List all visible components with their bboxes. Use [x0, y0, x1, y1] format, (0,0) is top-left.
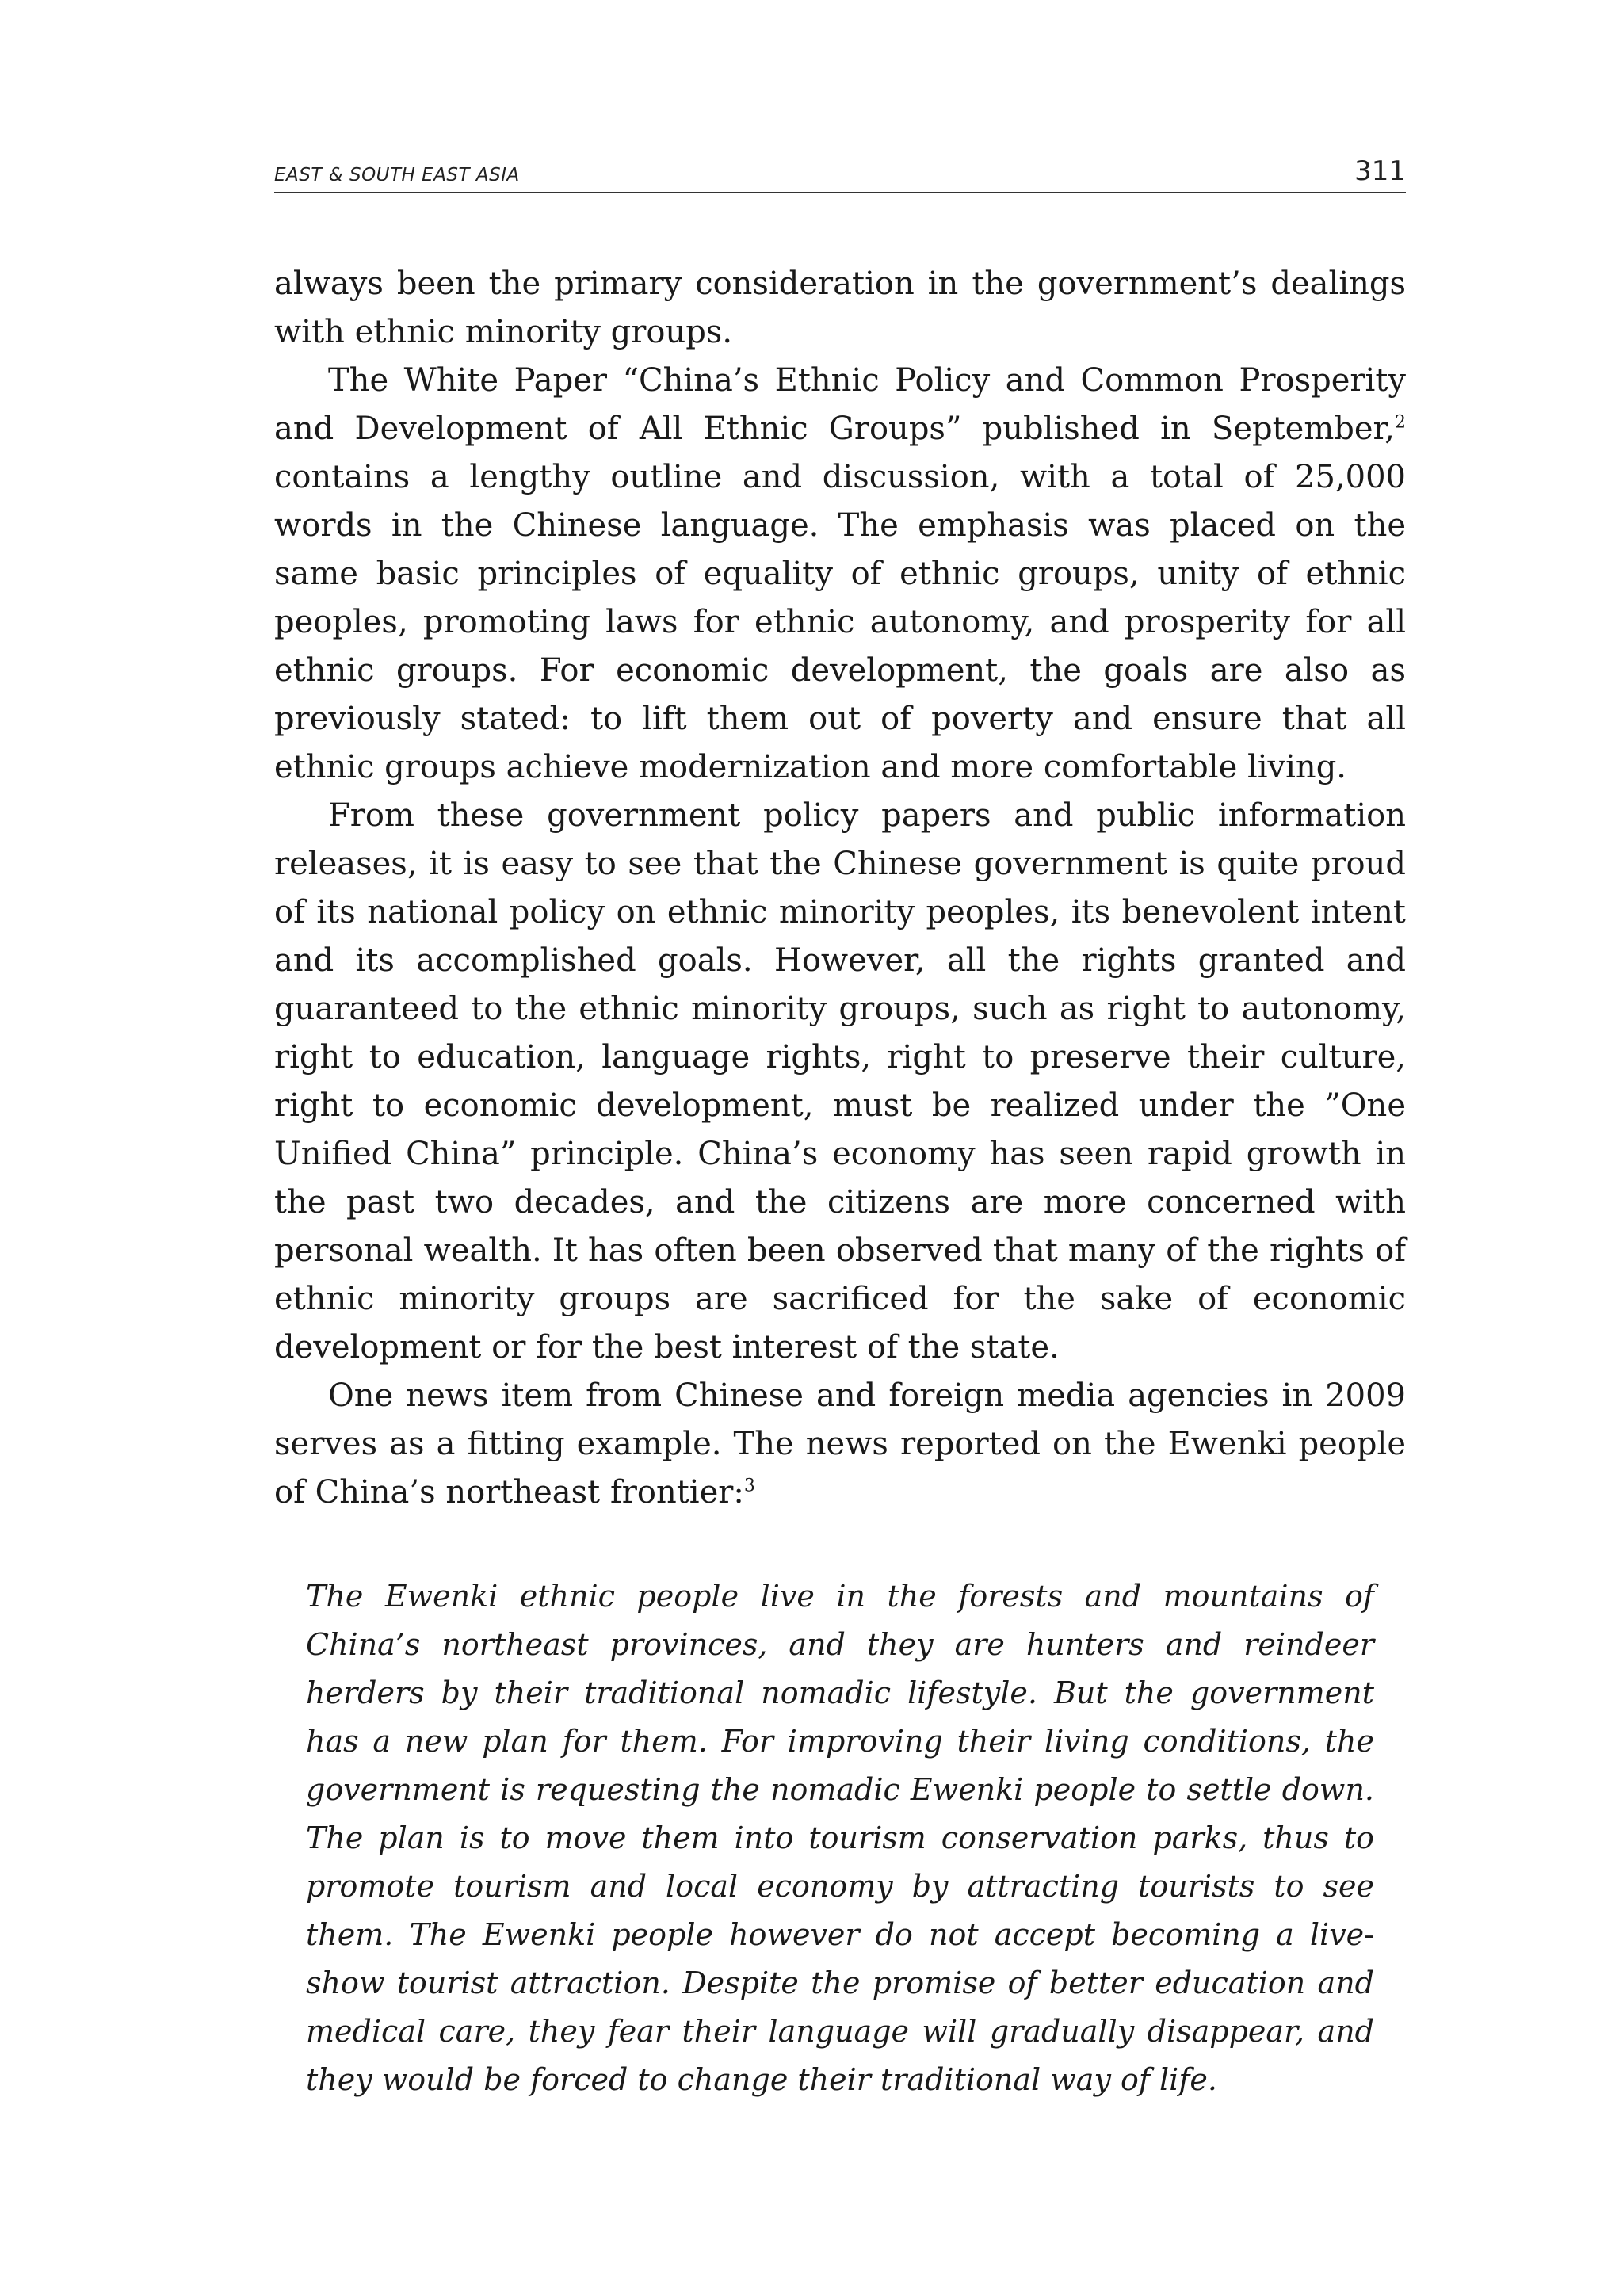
body-text	[274, 260, 1406, 1517]
paragraph-text: One news item from Chinese and foreign media agencies in 2009 serves as a fitting example. The news reported on the Ewenki people of China’s northeast frontier:	[274, 1377, 1406, 1511]
paragraph-white-paper	[274, 357, 1406, 792]
paragraph-news-item	[274, 1372, 1406, 1517]
footnote-marker[interactable]: 3	[743, 1476, 755, 1496]
paragraph-policy-papers	[274, 792, 1406, 1372]
paragraph-text: From these government policy papers and public information releases, it is easy to see that the Chinese government is quite proud of its national policy on ethnic minority peoples, its benevolent intent and its accomplished goals. However, all the rights granted and guaranteed to the ethnic minority groups, such as right to autonomy, right to education, language rights, right to preserve their culture, right to economic development, must be realized under the ”One Unified China” principle. China’s economy has seen rapid growth in the past two decades, and the citizens are more concerned with personal wealth. It has often been observed that many of the rights of ethnic minority groups are sacrificed for the sake of economic development or for the best interest of the state.	[274, 797, 1406, 1366]
paragraph-text: The White Paper “China’s Ethnic Policy and Common Prosperity and Development of All Ethnic Groups” published in September,	[274, 362, 1406, 447]
paragraph-text-continued: contains a lengthy outline and discussion, with a total of 25,000 words in the Chinese language. The emphasis was placed on the same basic principles of equality of ethnic groups, unity of ethnic peoples, promoting laws for ethnic autonomy, and prosperity for all ethnic groups. For economic development, the goals are also as previously stated: to lift them out of poverty and ensure that all ethnic groups achieve modernization and more comfortable living.	[274, 459, 1406, 785]
paragraph-text: always been the primary consideration in the government’s dealings with ethnic minority groups.	[274, 266, 1406, 350]
section-title: EAST & SOUTH EAST ASIA	[274, 165, 520, 185]
book-page	[274, 151, 1406, 2104]
footnote-marker[interactable]: 2	[1395, 412, 1406, 433]
quote-text: The Ewenki ethnic people live in the forests and mountains of China’s northeast provinces, and they are hunters and reindeer herders by their traditional nomadic lifestyle. But the government has a new plan for them. For improving their living conditions, the government is requesting the nomadic Ewenki people to settle down. The plan is to move them into tourism conservation parks, thus to promote tourism and local economy by attracting tourists to see them. The Ewenki people however do not accept becoming a live-show tourist attraction. Despite the promise of better education and medical care, they fear their language will gradually disappear, and they would be forced to change their traditional way of life.	[306, 1579, 1374, 2097]
running-header	[274, 151, 1406, 193]
page-number: 311	[1354, 155, 1406, 187]
block-quote	[306, 1572, 1374, 2104]
paragraph-continued	[274, 260, 1406, 357]
